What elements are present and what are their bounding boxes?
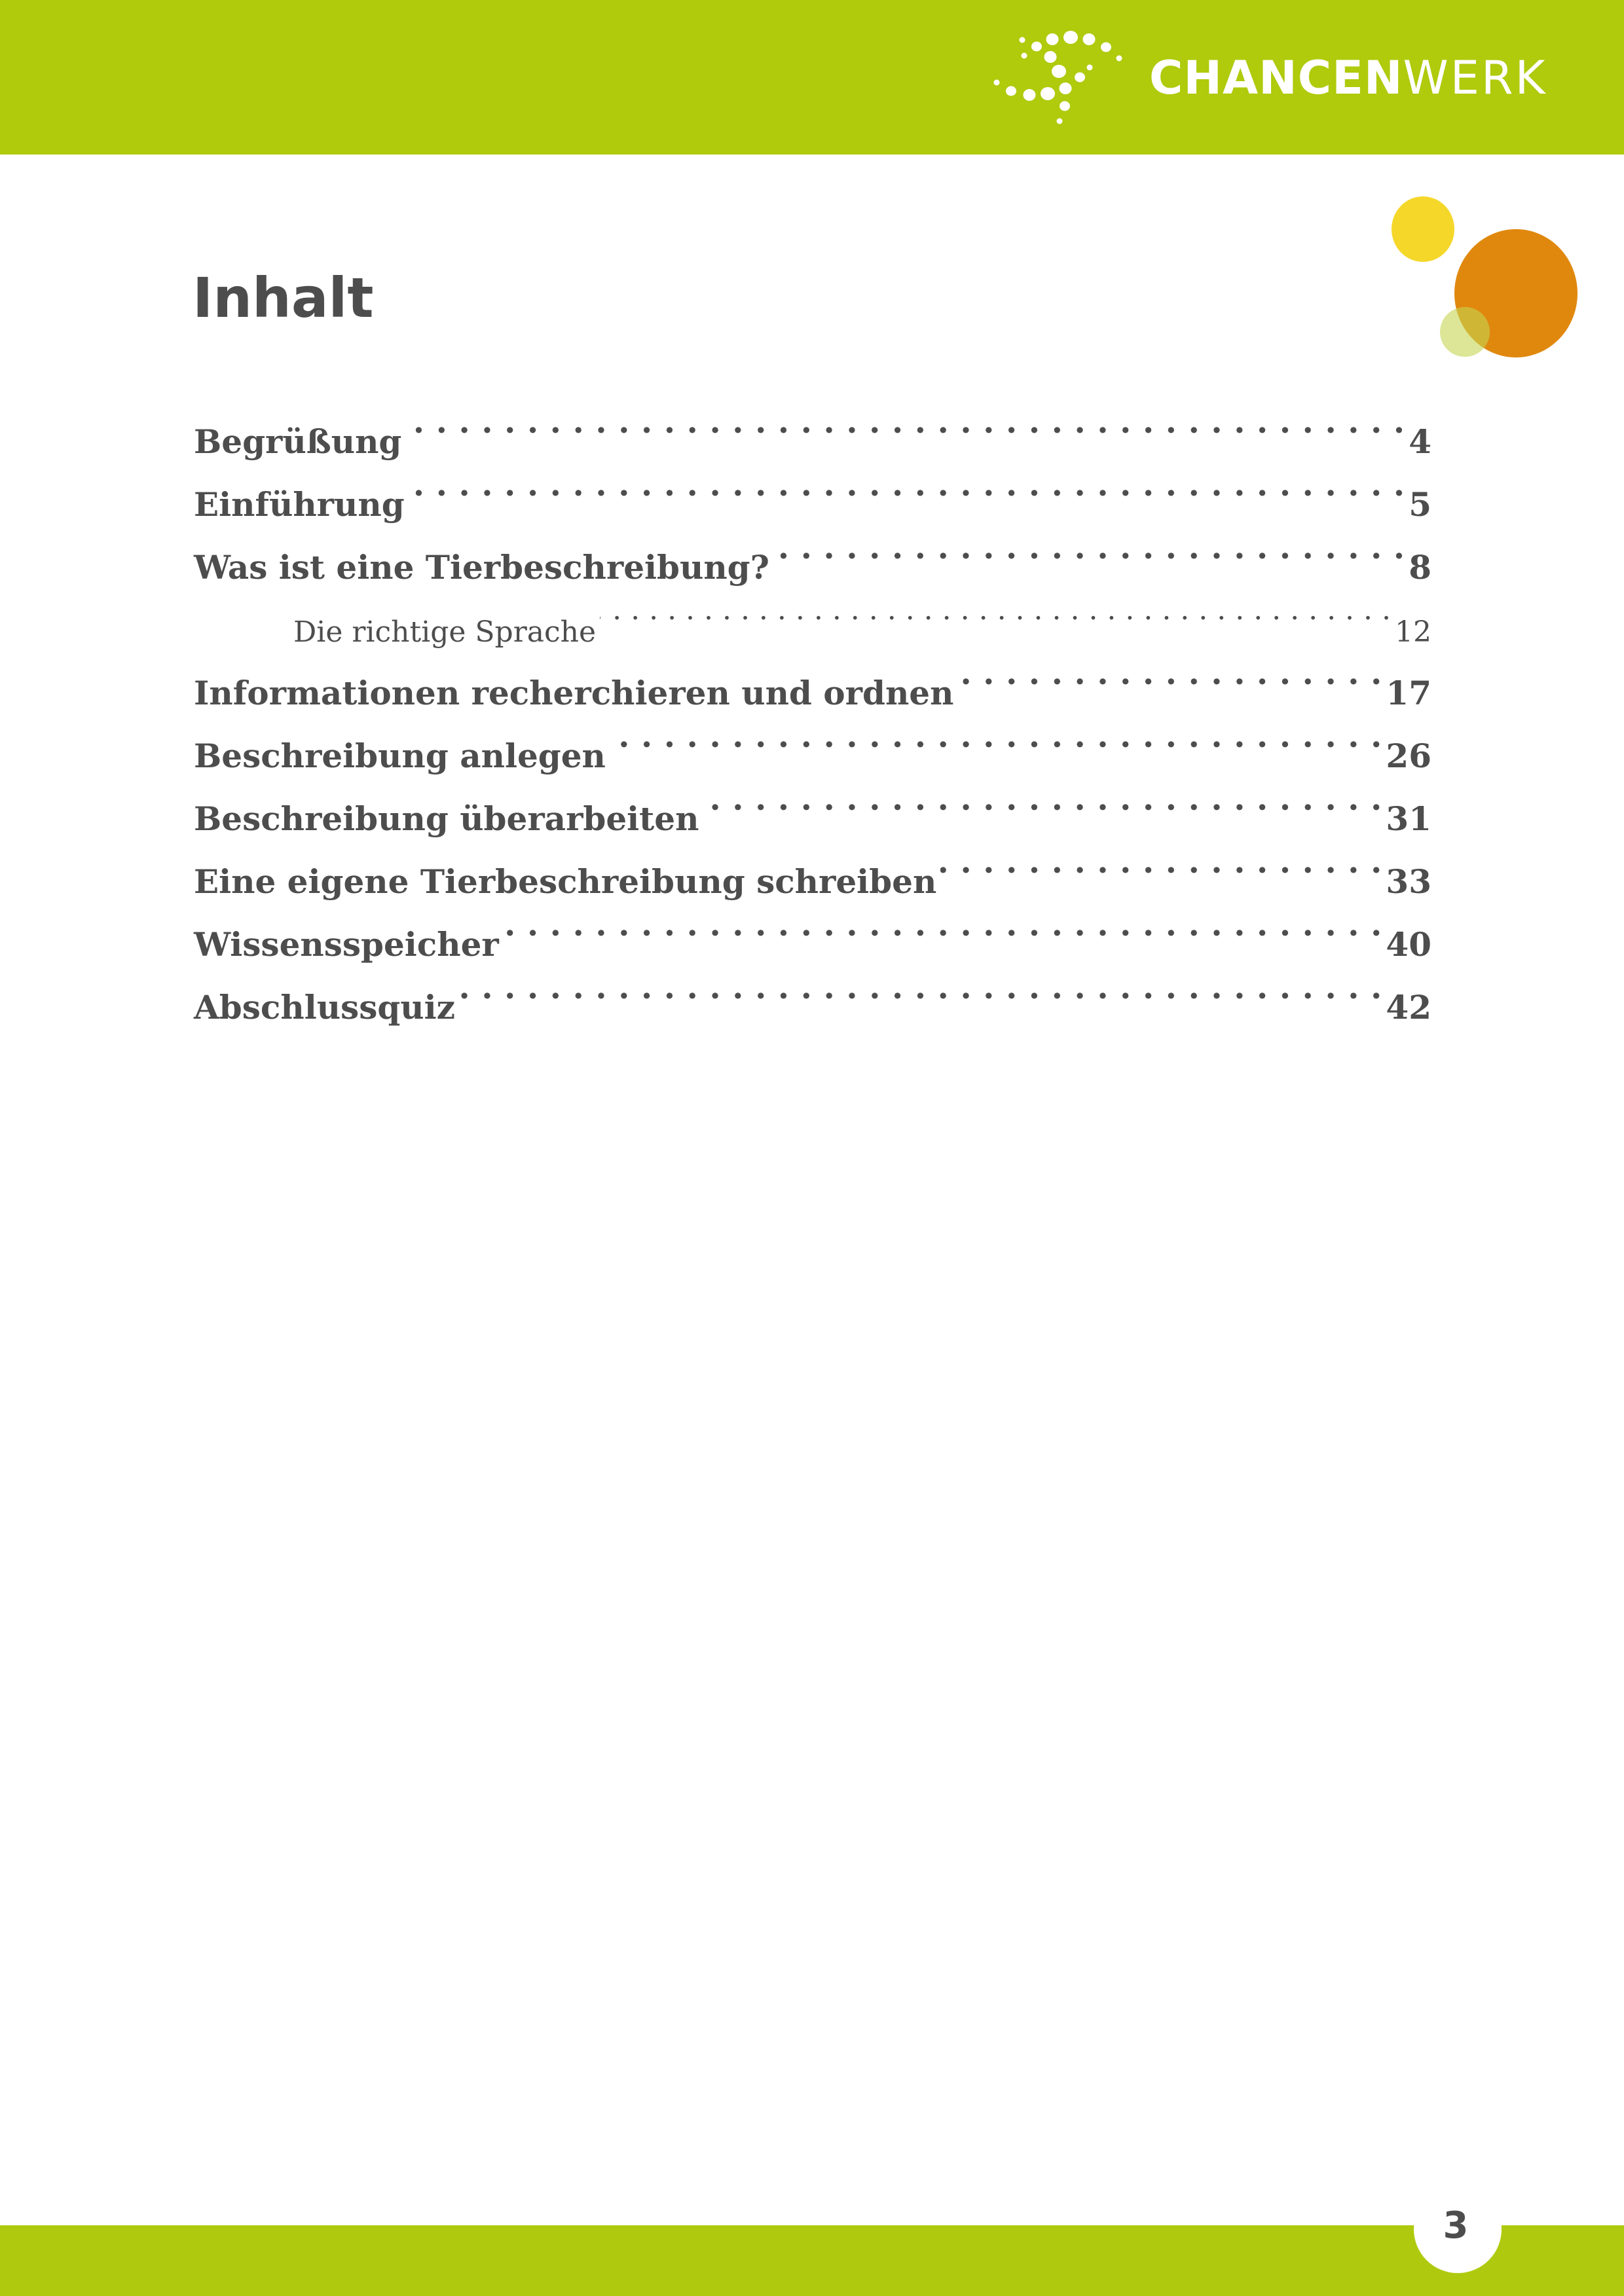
toc-entry-page: 40 — [1386, 925, 1431, 964]
dot-leader — [503, 893, 1382, 956]
toc-entry-page: 12 — [1395, 615, 1431, 649]
toc-entry-page: 17 — [1386, 674, 1431, 712]
toc-entry-label: Einführung — [194, 485, 405, 524]
toc-entry-page: 5 — [1409, 485, 1431, 524]
footer-band — [0, 2225, 1624, 2296]
brand-name-thin: WERK — [1403, 51, 1547, 105]
table-of-contents — [194, 390, 1431, 1027]
toc-entry-label: Informationen recherchieren und ordnen — [194, 674, 954, 712]
toc-entry-label: Eine eigene Tierbeschreibung schreiben — [194, 862, 937, 901]
toc-entry-label: Abschlussquiz — [194, 988, 456, 1027]
toc-entry-page: 8 — [1409, 548, 1431, 587]
toc-entry-label: Was ist eine Tierbeschreibung? — [194, 548, 769, 587]
toc-entry-label: Beschreibung anlegen — [194, 737, 606, 775]
brand-wordmark — [1149, 48, 1547, 107]
dot-leader — [459, 956, 1382, 1019]
dot-leader — [940, 830, 1382, 893]
page-number: 3 — [1443, 2204, 1469, 2247]
brand-name-bold: CHANCEN — [1149, 51, 1403, 105]
dot-leader — [773, 516, 1405, 579]
toc-entry-page: 42 — [1386, 988, 1431, 1027]
page-title: Inhalt — [193, 266, 374, 330]
toc-entry-label: Begrüßung — [194, 422, 402, 461]
chancenwerk-logo — [982, 20, 1572, 131]
light-green-circle-decoration — [1440, 307, 1490, 357]
toc-entry-label: Wissensspeicher — [194, 925, 499, 964]
dot-leader — [405, 390, 1405, 453]
toc-entry-label: Die richtige Sprache — [293, 615, 596, 649]
dotted-arc-logo-icon — [982, 20, 1139, 131]
toc-entry-page: 26 — [1386, 737, 1431, 775]
dot-leader — [409, 453, 1405, 516]
toc-entry-page: 31 — [1386, 799, 1431, 838]
toc-entry-label: Beschreibung überarbeiten — [194, 799, 699, 838]
toc-entry-page: 33 — [1386, 862, 1431, 901]
dot-leader — [610, 704, 1382, 767]
dot-leader — [600, 579, 1391, 642]
toc-entry[interactable] — [194, 390, 1431, 461]
toc-entry-page: 4 — [1409, 422, 1431, 461]
yellow-circle-decoration — [1392, 196, 1454, 262]
dot-leader — [703, 767, 1382, 830]
dot-leader — [957, 642, 1382, 704]
